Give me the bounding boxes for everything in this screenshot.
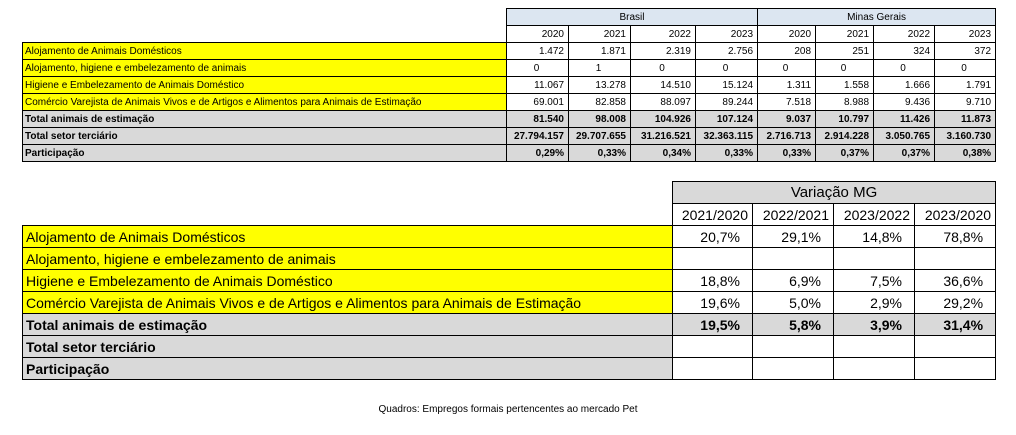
- total-row: [23, 145, 996, 162]
- group-header-row: [23, 182, 996, 204]
- table-row: [23, 358, 996, 380]
- cell: 11.873: [935, 111, 996, 128]
- cell: 81.540: [507, 111, 569, 128]
- cell: 36,6%: [915, 270, 996, 292]
- row-label: Total setor terciário: [23, 336, 673, 358]
- total-row: [23, 128, 996, 145]
- cell: 0: [935, 60, 996, 77]
- cell: 19,6%: [673, 292, 753, 314]
- table-row: [23, 270, 996, 292]
- cell: [673, 336, 753, 358]
- table-row: [23, 77, 996, 94]
- cell: [673, 248, 753, 270]
- cell: 2.319: [631, 43, 696, 60]
- period-header-row: [23, 204, 996, 226]
- cell: 5,0%: [753, 292, 834, 314]
- year-header: 2023: [935, 26, 996, 43]
- period-header: 2023/2022: [834, 204, 915, 226]
- variation-table: [22, 181, 996, 380]
- row-label: Higiene e Embelezamento de Animais Doméstico: [23, 77, 507, 94]
- cell: 7,5%: [834, 270, 915, 292]
- cell: 15.124: [696, 77, 758, 94]
- cell: 0: [631, 60, 696, 77]
- cell: 0,38%: [935, 145, 996, 162]
- cell: 2,9%: [834, 292, 915, 314]
- table-row: [23, 60, 996, 77]
- cell: [915, 358, 996, 380]
- year-header: 2023: [696, 26, 758, 43]
- cell: 14.510: [631, 77, 696, 94]
- cell: 2.756: [696, 43, 758, 60]
- period-header: 2021/2020: [673, 204, 753, 226]
- group-header-variacao-mg: Variação MG: [673, 182, 996, 204]
- row-label: Total animais de estimação: [23, 314, 673, 336]
- year-header-row: [23, 26, 996, 43]
- cell: [673, 358, 753, 380]
- cell: 7.518: [758, 94, 816, 111]
- cell: 69.001: [507, 94, 569, 111]
- cell: 29.707.655: [569, 128, 631, 145]
- cell: 0: [507, 60, 569, 77]
- cell: 32.363.115: [696, 128, 758, 145]
- cell: 1.558: [816, 77, 874, 94]
- cell: 3,9%: [834, 314, 915, 336]
- row-label: Alojamento de Animais Domésticos: [23, 43, 507, 60]
- row-label: Alojamento de Animais Domésticos: [23, 226, 673, 248]
- row-label: Total animais de estimação: [23, 111, 507, 128]
- cell: 251: [816, 43, 874, 60]
- cell: [753, 358, 834, 380]
- cell: 0,33%: [569, 145, 631, 162]
- table-row: [23, 43, 996, 60]
- group-header-brasil: Brasil: [507, 9, 758, 26]
- cell: [753, 248, 834, 270]
- row-label: Higiene e Embelezamento de Animais Doméstico: [23, 270, 673, 292]
- cell: 27.794.157: [507, 128, 569, 145]
- cell: 18,8%: [673, 270, 753, 292]
- year-header: 2020: [758, 26, 816, 43]
- cell: 11.067: [507, 77, 569, 94]
- cell: 10.797: [816, 111, 874, 128]
- cell: 5,8%: [753, 314, 834, 336]
- employment-table: [22, 8, 996, 162]
- cell: 19,5%: [673, 314, 753, 336]
- cell: 31,4%: [915, 314, 996, 336]
- table-row: [23, 336, 996, 358]
- cell: 208: [758, 43, 816, 60]
- cell: [834, 248, 915, 270]
- cell: 1.472: [507, 43, 569, 60]
- row-label: Participação: [23, 145, 507, 162]
- cell: 324: [874, 43, 935, 60]
- cell: 1: [569, 60, 631, 77]
- cell: 3.050.765: [874, 128, 935, 145]
- year-header: 2022: [631, 26, 696, 43]
- cell: 0,34%: [631, 145, 696, 162]
- cell: 0: [696, 60, 758, 77]
- cell: 14,8%: [834, 226, 915, 248]
- cell: [834, 358, 915, 380]
- cell: 1.791: [935, 77, 996, 94]
- cell: 0,29%: [507, 145, 569, 162]
- cell: 9.037: [758, 111, 816, 128]
- cell: 82.858: [569, 94, 631, 111]
- period-header: 2022/2021: [753, 204, 834, 226]
- cell: 29,1%: [753, 226, 834, 248]
- cell: 2.716.713: [758, 128, 816, 145]
- cell: [915, 248, 996, 270]
- cell: 3.160.730: [935, 128, 996, 145]
- cell: 13.278: [569, 77, 631, 94]
- cell: 89.244: [696, 94, 758, 111]
- cell: 8.988: [816, 94, 874, 111]
- cell: 0,37%: [874, 145, 935, 162]
- cell: 0,33%: [696, 145, 758, 162]
- cell: 6,9%: [753, 270, 834, 292]
- group-header-minas-gerais: Minas Gerais: [758, 9, 996, 26]
- row-label: Total setor terciário: [23, 128, 507, 145]
- cell: 1.311: [758, 77, 816, 94]
- period-header: 2023/2020: [915, 204, 996, 226]
- row-label: Alojamento, higiene e embelezamento de animais: [23, 248, 673, 270]
- cell: [834, 336, 915, 358]
- table-row: [23, 292, 996, 314]
- cell: 78,8%: [915, 226, 996, 248]
- table-caption: Quadros: Empregos formais pertencentes ao mercado Pet: [378, 404, 638, 415]
- total-row: [23, 111, 996, 128]
- cell: 2.914.228: [816, 128, 874, 145]
- row-label: Comércio Varejista de Animais Vivos e de Artigos e Alimentos para Animais de Estimação: [23, 94, 507, 111]
- cell: 20,7%: [673, 226, 753, 248]
- row-label: Alojamento, higiene e embelezamento de animais: [23, 60, 507, 77]
- cell: 9.710: [935, 94, 996, 111]
- cell: 98.008: [569, 111, 631, 128]
- cell: 1.666: [874, 77, 935, 94]
- cell: 372: [935, 43, 996, 60]
- year-header: 2021: [569, 26, 631, 43]
- cell: 31.216.521: [631, 128, 696, 145]
- cell: 0: [874, 60, 935, 77]
- cell: 0,37%: [816, 145, 874, 162]
- cell: 1.871: [569, 43, 631, 60]
- year-header: 2022: [874, 26, 935, 43]
- year-header: 2021: [816, 26, 874, 43]
- row-label: Participação: [23, 358, 673, 380]
- cell: [915, 336, 996, 358]
- total-row: [23, 314, 996, 336]
- cell: 107.124: [696, 111, 758, 128]
- cell: 9.436: [874, 94, 935, 111]
- cell: 0,33%: [758, 145, 816, 162]
- cell: 11.426: [874, 111, 935, 128]
- cell: [753, 336, 834, 358]
- cell: 104.926: [631, 111, 696, 128]
- cell: 29,2%: [915, 292, 996, 314]
- year-header: 2020: [507, 26, 569, 43]
- cell: 88.097: [631, 94, 696, 111]
- table-row: [23, 248, 996, 270]
- table-row: [23, 94, 996, 111]
- cell: 0: [758, 60, 816, 77]
- table-row: [23, 226, 996, 248]
- cell: 0: [816, 60, 874, 77]
- group-header-row: [23, 9, 996, 26]
- row-label: Comércio Varejista de Animais Vivos e de Artigos e Alimentos para Animais de Estimação: [23, 292, 673, 314]
